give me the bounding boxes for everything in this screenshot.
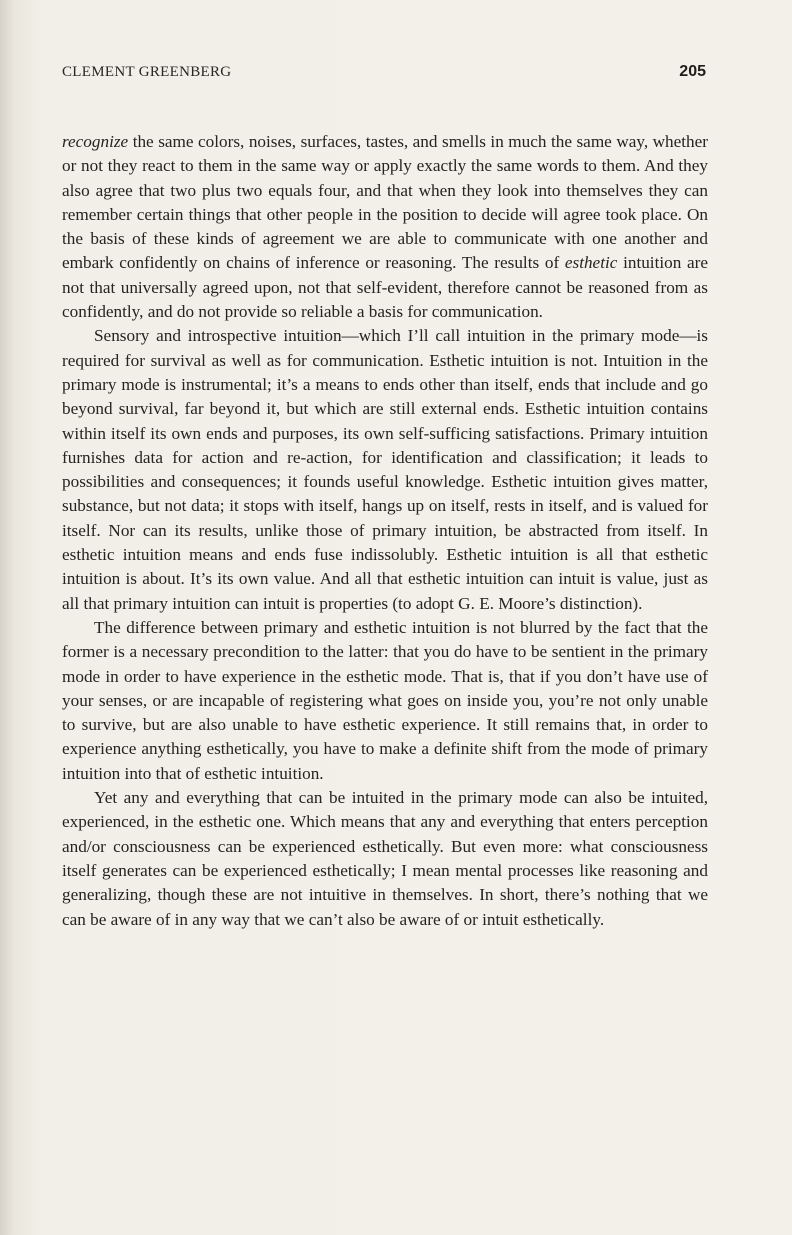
- page-number: 205: [679, 63, 706, 80]
- paragraph: The difference between primary and esthetic intuition is not blurred by the fact that the former is a necessary precondition to the latter: that you do have to be sentient in the primary mode in order to have experience in the esthetic mode. That is, that if you don’t have use of your senses, or are incapable of registering what goes on inside you, you’re not only unable to survive, but are also unable to have esthetic experience. It still remains that, in order to experience anything esthetically, you have to make a definite shift from the mode of primary intuition into that of esthetic intuition.: [62, 617, 708, 783]
- italic-word: recognize: [62, 132, 129, 151]
- body-text: [62, 130, 708, 932]
- paragraph: [62, 130, 708, 324]
- paragraph: Yet any and everything that can be intuited in the primary mode can also be intuited, experienced, in the esthetic one. Which means that any and everything that enters perception and/or consciousness can be experienced esthetically. But even more: what consciousness itself generates can be experienced esthetically; I mean mental processes like reasoning and generalizing, though these are not intuitive in themselves. In short, there’s nothing that we can be aware of in any way that we can’t also be aware of or intuit esthetically.: [62, 788, 708, 929]
- paragraph-text: intuition are not that universally agreed upon, not that self-evident, therefore cannot be reasoned from as confidently, and do not provide so reliable a basis for communication.: [62, 253, 709, 322]
- paragraph: Sensory and introspective intuition—which I’ll call intuition in the primary mode—is required for survival as well as for communication. Esthetic intuition is not. Intuition in the primary mode is instrumental; it’s a means to ends other than itself, ends that include and go beyond survival, far beyond it, but which are still external ends. Esthetic intuition contains within itself its own ends and purposes, its own self-sufficing satisfactions. Primary intuition furnishes data for action and re-action, for identification and classification; it leads to possibilities and consequences; it founds useful knowledge. Esthetic intuition gives matter, substance, but not data; it stops with itself, hangs up on itself, rests in itself, and is valued for itself. Nor can its results, unlike those of primary intuition, be abstracted from itself. In esthetic intuition means and ends fuse indissolubly. Esthetic intuition is all that esthetic intuition is about. It’s its own value. And all that esthetic intuition can intuit is value, just as all that primary intuition can intuit is properties (to adopt G. E. Moore’s distinction).: [62, 326, 708, 613]
- page-header: [62, 64, 706, 86]
- italic-word: esthetic: [564, 253, 618, 273]
- paragraph-text: the same colors, noises, surfaces, tastes, and smells in much the same way, whether or not they react to them in the same way or apply exactly the same words to them. And they also agree that two plus two equals four, and that when they look into themselves they can remember certain things that other people in the position to decide will agree took place. On the basis of these kinds of agreement we are able to communicate with one another and embark confidently on chains of inference or reasoning. The results of: [62, 132, 708, 273]
- running-head: CLEMENT GREENBERG: [62, 64, 232, 80]
